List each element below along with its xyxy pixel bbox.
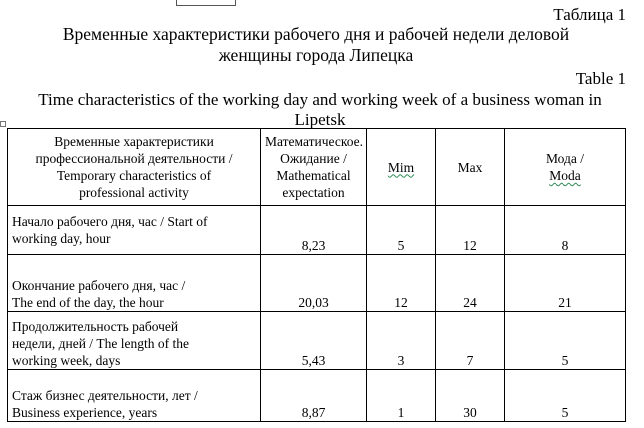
row-label: Окончание рабочего дня, час / The end of the day, the hour <box>8 255 261 312</box>
header-max: Max <box>436 129 505 206</box>
table-anchor-icon[interactable] <box>0 121 6 127</box>
table-title-en <box>0 90 640 130</box>
cell-mode: 5 <box>505 312 626 370</box>
header-expectation: Математическое. Ожидание / Mathematical expectation <box>261 129 367 206</box>
table-title-ru-line2: женщины города Липецка <box>218 45 414 65</box>
table-title-ru <box>0 24 632 66</box>
table-title-en-line1: Time characteristics of the working day and working week of a business woman in <box>38 90 602 109</box>
cell-max: 24 <box>436 255 505 312</box>
table-row <box>8 312 626 370</box>
header-mode: Мода / Moda <box>505 129 626 206</box>
table-title-ru-line1: Временные характеристики рабочего дня и рабочей недели деловой <box>62 24 570 44</box>
cell-mode: 8 <box>505 206 626 255</box>
header-characteristic: Временные характеристики профессиональной деятельности / Temporary characteristics of professional activity <box>8 129 261 206</box>
cell-mode: 5 <box>505 370 626 422</box>
row-label: Начало рабочего дня, час / Start of working day, hour <box>8 206 261 255</box>
row-label: Стаж бизнес деятельности, лет / Business experience, years <box>8 370 261 422</box>
row-label: Продолжительность рабочей недели, дней / The length of the working week, days <box>8 312 261 370</box>
table-label-en: Table 1 <box>575 69 626 88</box>
cell-min: 5 <box>367 206 436 255</box>
characteristics-table <box>7 128 626 422</box>
cell-expectation: 5,43 <box>261 312 367 370</box>
table-row <box>8 206 626 255</box>
table-row <box>8 370 626 422</box>
cell-max: 30 <box>436 370 505 422</box>
table-label-ru: Таблица 1 <box>553 5 626 24</box>
cell-max: 7 <box>436 312 505 370</box>
cell-min: 3 <box>367 312 436 370</box>
cell-max: 12 <box>436 206 505 255</box>
cell-expectation: 8,23 <box>261 206 367 255</box>
cell-min: 12 <box>367 255 436 312</box>
cell-min: 1 <box>367 370 436 422</box>
table-row <box>8 255 626 312</box>
header-min: Mim <box>367 129 436 206</box>
cell-expectation: 8,87 <box>261 370 367 422</box>
cell-expectation: 20,03 <box>261 255 367 312</box>
table-header-row <box>8 129 626 206</box>
cell-mode: 21 <box>505 255 626 312</box>
table-title-en-line2: Lipetsk <box>294 110 346 129</box>
previous-content-strip <box>176 0 236 6</box>
